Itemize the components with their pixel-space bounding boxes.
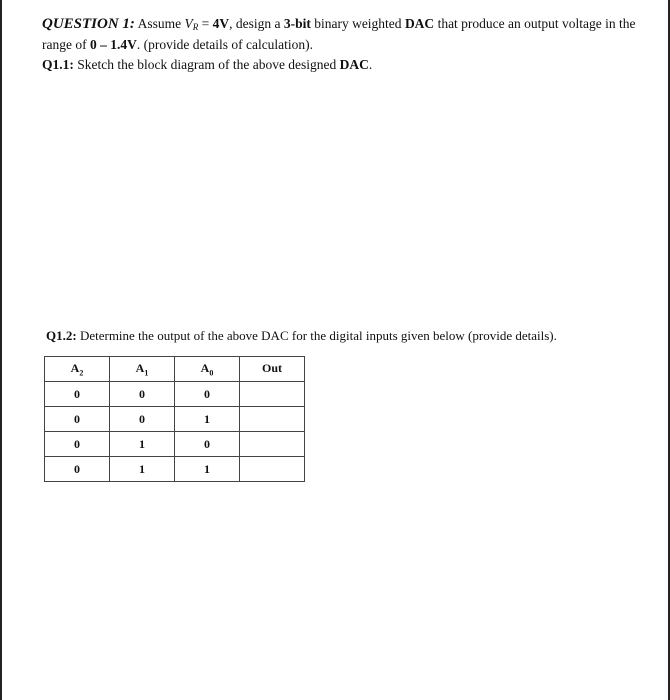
cell-a1: 0 xyxy=(110,407,175,432)
cell-a0: 0 xyxy=(175,432,240,457)
question-number: QUESTION 1: xyxy=(42,16,135,32)
cell-a0: 1 xyxy=(175,457,240,482)
table-row xyxy=(45,407,305,432)
truth-table xyxy=(44,356,305,482)
cell-a2: 0 xyxy=(45,382,110,407)
q12-label: Q1.2: xyxy=(46,328,77,343)
table-row xyxy=(45,382,305,407)
cell-out xyxy=(240,382,305,407)
voltage-range: 0 – 1.4V xyxy=(89,37,137,52)
cell-a1: 0 xyxy=(110,382,175,407)
header-a1: $A_1$ xyxy=(110,357,175,382)
cell-out xyxy=(240,407,305,432)
header-a0: $A_0$ xyxy=(175,357,240,382)
table-header-row xyxy=(45,357,305,382)
header-out: Out xyxy=(240,357,305,382)
cell-a2: 0 xyxy=(45,432,110,457)
cell-a1: 1 xyxy=(110,457,175,482)
question-1-2: Q1.2: Determine the output of the above DAC for the digital inputs given below (provide details). xyxy=(46,328,557,343)
vr-symbol: $V_R$ xyxy=(184,16,199,32)
dac-term: DAC xyxy=(404,16,435,31)
cell-out xyxy=(240,432,305,457)
table-row xyxy=(45,432,305,457)
bits-value: 3-bit xyxy=(283,16,311,31)
cell-out xyxy=(240,457,305,482)
cell-a0: 0 xyxy=(175,382,240,407)
question-1-1: Q1.1: Sketch the block diagram of the above designed DAC. xyxy=(42,57,373,72)
vr-value: 4V xyxy=(212,16,230,31)
table-row xyxy=(45,457,305,482)
question-1-text: QUESTION 1: Assume $V_R = 4V$, design a 3-bit binary weighted DAC that produce an output voltage in the range of 0 – 1.4V. (provide details of calculation). xyxy=(42,16,636,52)
cell-a1: 1 xyxy=(110,432,175,457)
cell-a2: 0 xyxy=(45,407,110,432)
q11-label: Q1.1: xyxy=(42,57,74,72)
header-a2: $A_2$ xyxy=(45,357,110,382)
cell-a0: 1 xyxy=(175,407,240,432)
cell-a2: 0 xyxy=(45,457,110,482)
